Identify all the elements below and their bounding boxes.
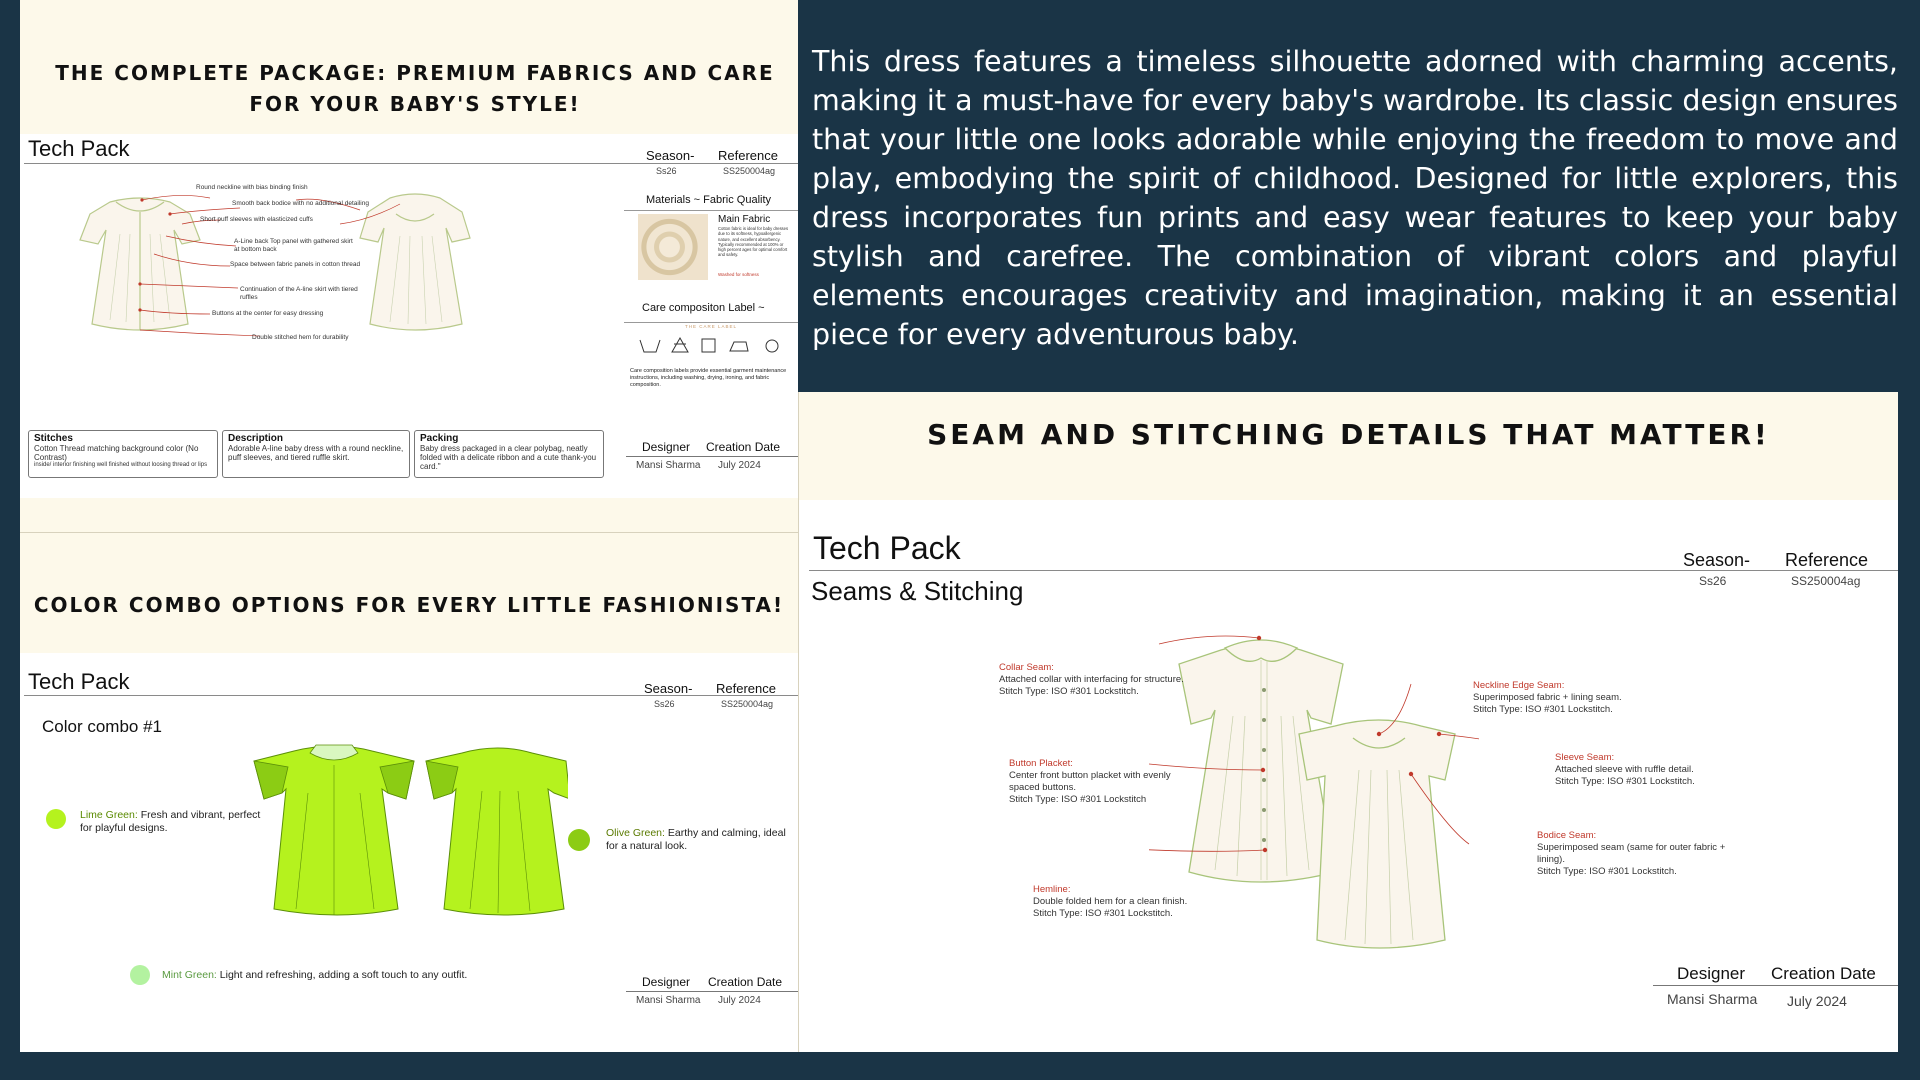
bodice-seam-title: Bodice Seam: xyxy=(1537,830,1597,841)
season-value: Ss26 xyxy=(656,166,677,176)
seams-subtitle: Seams & Stitching xyxy=(811,576,1024,606)
button-placket-line-3: Stitch Type: ISO #301 Lockstitch xyxy=(1009,793,1147,805)
footer-rule xyxy=(1653,985,1898,986)
olive-green-text xyxy=(606,827,796,853)
reference-value: SS250004ag xyxy=(721,699,774,709)
bleach-icon xyxy=(672,338,688,352)
iron-icon xyxy=(730,342,748,351)
button-placket-line-1: Center front button placket with evenly xyxy=(1009,769,1171,781)
mint-green-swatch xyxy=(130,965,150,985)
care-label-small: THE CARE LABEL xyxy=(685,324,738,329)
hemline-callout xyxy=(1033,884,1187,920)
fabrics-care-heading: THE COMPLETE PACKAGE: PREMIUM FABRICS AND CARE FOR YOUR BABY'S STYLE! xyxy=(55,61,775,116)
tech-pack-title: Tech Pack xyxy=(813,530,961,566)
callout-6: Continuation of the A-line skirt with tiered ruffles xyxy=(240,286,358,302)
designer-value: Mansi Sharma xyxy=(636,995,701,1006)
lime-green-swatch xyxy=(46,809,66,829)
header-rule xyxy=(24,163,798,164)
stitches-text: Cotton Thread matching background color (No Contrast) xyxy=(34,444,199,463)
designer-label: Designer xyxy=(642,975,691,989)
reference-label: Reference xyxy=(718,148,778,163)
care-title: Care compositon Label ~ xyxy=(642,302,765,314)
hemline-line-1: Double folded hem for a clean finish. xyxy=(1033,895,1188,907)
main-fabric-title: Main Fabric xyxy=(718,214,771,225)
materials-title: Materials ~ Fabric Quality xyxy=(646,194,772,206)
lime-green-desc: Fresh and vibrant, perfect for playful designs. xyxy=(80,809,261,835)
button-placket-line-2: spaced buttons. xyxy=(1009,781,1077,793)
designer-label: Designer xyxy=(642,440,691,454)
fabrics-care-panel xyxy=(20,0,798,532)
color-combo-heading: COLOR COMBO OPTIONS FOR EVERY LITTLE FASHIONISTA! xyxy=(33,593,785,617)
care-symbols xyxy=(636,334,798,360)
olive-green-name: Olive Green: xyxy=(606,827,665,839)
olive-green-desc: Earthy and calming, ideal for a natural look. xyxy=(606,827,786,853)
sleeve-seam-callout xyxy=(1555,752,1695,788)
stitches-title: Stitches xyxy=(34,433,73,444)
callout-8: Double stitched hem for durability xyxy=(252,334,349,341)
season-label: Season- xyxy=(646,148,695,163)
dry-clean-icon xyxy=(766,340,778,352)
packing-title: Packing xyxy=(420,433,459,444)
date-value: July 2024 xyxy=(1787,993,1847,1009)
button-placket-title: Button Placket: xyxy=(1009,758,1073,769)
wash-icon xyxy=(640,340,660,352)
mint-green-desc: Light and refreshing, adding a soft touch to any outfit. xyxy=(219,969,468,981)
packing-text: Baby dress packaged in a clear polybag, neatly folded with a delicate ribbon and a cute thank-you card." xyxy=(420,444,597,472)
button-placket-callout xyxy=(1009,758,1171,806)
callout-1: Round neckline with bias binding finish xyxy=(196,184,308,191)
mint-green-name: Mint Green: xyxy=(162,969,217,981)
reference-value: SS250004ag xyxy=(723,166,776,176)
bodice-seam-line-1: Superimposed seam (same for outer fabric + xyxy=(1537,841,1726,853)
description-title: Description xyxy=(228,433,284,444)
packing-box xyxy=(414,430,604,478)
footer-rule xyxy=(626,991,798,992)
footer-rule xyxy=(626,456,798,457)
season-value: Ss26 xyxy=(654,699,675,709)
tech-pack-title: Tech Pack xyxy=(28,136,130,161)
tech-pack-sheet-colors xyxy=(20,653,798,1052)
main-fabric-text: Cotton fabric is ideal for baby dresses due to its softness, hypoallergenic nature, and excellent absorbency. Typically recommended at 100% or high percent ages for optimal comfort and safety. xyxy=(718,226,789,258)
stitches-box xyxy=(28,430,218,478)
collar-seam-line-2: Stitch Type: ISO #301 Lockstitch. xyxy=(999,685,1139,697)
olive-green-swatch xyxy=(568,829,590,851)
designer-value: Mansi Sharma xyxy=(636,460,701,471)
date-label: Creation Date xyxy=(706,440,781,454)
lime-green-name: Lime Green: xyxy=(80,809,138,821)
color-combo-panel xyxy=(20,532,798,1052)
seams-dress-sketch xyxy=(1149,630,1479,950)
mint-green-text xyxy=(162,969,502,982)
materials-rule xyxy=(624,210,798,211)
main-fabric-note: Washed for softness xyxy=(718,272,759,277)
care-rule xyxy=(624,322,798,323)
sleeve-seam-title: Sleeve Seam: xyxy=(1555,752,1615,763)
combo-title: Color combo #1 xyxy=(42,717,163,736)
description-box xyxy=(222,430,410,478)
reference-value: SS250004ag xyxy=(1791,574,1861,588)
description-text: Adorable A-line baby dress with a round neckline, puff sleeves, and tiered ruffle skirt. xyxy=(228,444,404,463)
date-value: July 2024 xyxy=(718,995,761,1006)
neckline-edge-callout xyxy=(1473,680,1622,716)
tech-pack-sheet-fabrics xyxy=(20,134,798,498)
care-text: Care composition labels provide essential garment maintenance instructions, including washing, drying, ironing, and fabric composition. xyxy=(630,368,787,388)
bodice-seam-line-3: Stitch Type: ISO #301 Lockstitch. xyxy=(1537,865,1677,877)
callout-4: A-Line back Top panel with gathered skirt at bottom back xyxy=(234,238,353,254)
seams-heading: SEAM AND STITCHING DETAILS THAT MATTER! xyxy=(927,418,1770,451)
sleeve-seam-line-2: Stitch Type: ISO #301 Lockstitch. xyxy=(1555,775,1695,787)
lime-dress-sketch xyxy=(248,741,568,925)
neckline-edge-title: Neckline Edge Seam: xyxy=(1473,680,1565,691)
seams-panel xyxy=(798,392,1898,1052)
callout-5: Space between fabric panels in cotton thread xyxy=(230,261,361,268)
neckline-edge-line-1: Superimposed fabric + lining seam. xyxy=(1473,691,1622,703)
callout-3: Short puff sleeves with elasticized cuffs xyxy=(200,216,313,223)
bodice-seam-callout xyxy=(1537,830,1725,878)
tech-pack-title: Tech Pack xyxy=(28,669,130,694)
bodice-seam-line-2: lining). xyxy=(1537,853,1565,865)
designer-label: Designer xyxy=(1677,964,1746,983)
callout-7: Buttons at the center for easy dressing xyxy=(212,310,324,317)
collar-seam-callout xyxy=(999,662,1184,698)
collar-seam-line-1: Attached collar with interfacing for structure. xyxy=(999,673,1184,685)
season-label: Season- xyxy=(644,681,693,696)
reference-label: Reference xyxy=(716,681,776,696)
tumble-dry-icon xyxy=(702,339,715,352)
dress-description: This dress features a timeless silhouette adorned with charming accents, making it a must-have for every baby's wardrobe. Its classic design ensures that your little one looks adorable while enjoying the freedom to move and play, embodying the spirit of childhood. Designed for little explorers, this dress incorporates fun prints and easy wear features to keep your baby stylish and carefree. The combination of vibrant colors and playful elements encourages creativity and imagination, making it an essential piece for every adventurous baby. xyxy=(812,45,1898,351)
date-value: July 2024 xyxy=(718,460,761,471)
hemline-title: Hemline: xyxy=(1033,884,1071,895)
collar-seam-title: Collar Seam: xyxy=(999,662,1054,673)
season-label: Season- xyxy=(1683,550,1751,570)
hemline-line-2: Stitch Type: ISO #301 Lockstitch. xyxy=(1033,907,1173,919)
reference-label: Reference xyxy=(1785,550,1869,570)
neckline-edge-line-2: Stitch Type: ISO #301 Lockstitch. xyxy=(1473,703,1613,715)
date-label: Creation Date xyxy=(708,975,783,989)
callout-2: Smooth back bodice with no additional detailing xyxy=(232,200,369,207)
lime-green-text xyxy=(80,809,270,835)
sleeve-seam-line-1: Attached sleeve with ruffle detail. xyxy=(1555,763,1694,775)
stitches-note: inside/ interior finishing well finished without loosing thread or lips xyxy=(34,462,208,469)
designer-value: Mansi Sharma xyxy=(1667,991,1758,1007)
date-label: Creation Date xyxy=(1771,964,1876,983)
season-value: Ss26 xyxy=(1699,574,1727,588)
fabric-swatch-image xyxy=(638,214,708,280)
tech-pack-sheet-seams xyxy=(799,500,1898,1052)
